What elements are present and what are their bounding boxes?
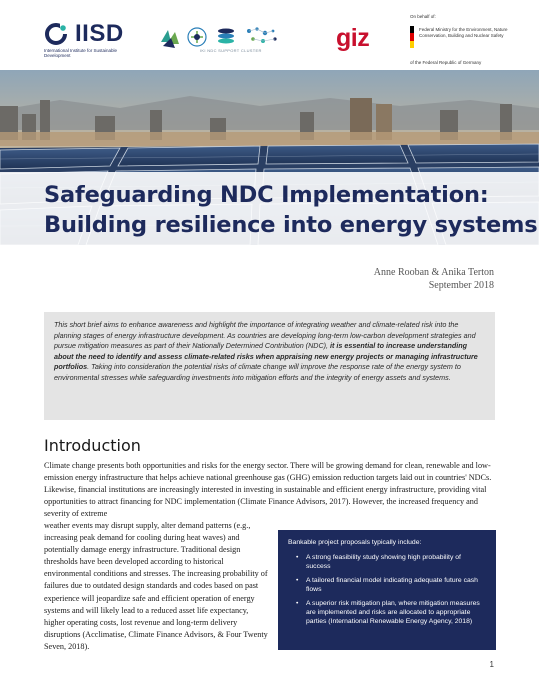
bmu-logo bbox=[410, 14, 530, 65]
bankable-projects-sidebar bbox=[278, 530, 496, 650]
bmu-republic: of the Federal Republic of Germany bbox=[410, 60, 482, 65]
german-flag-icon bbox=[410, 26, 414, 48]
author-names: Anne Rooban & Anika Terton bbox=[373, 267, 494, 278]
bmu-on-behalf: On behalf of: bbox=[410, 14, 436, 19]
iisd-subtitle: International Institute for Sustainable Development bbox=[44, 48, 118, 58]
logo-bar bbox=[0, 0, 539, 70]
sidebar-list-item: • A superior risk mitigation plan, where mitigation measures are implemented and risks are allocated to appropriate parties (International Renewable Energy Agency, 2018) bbox=[288, 599, 486, 626]
title-line-1: Safeguarding NDC Implementation: bbox=[44, 182, 489, 208]
introduction-heading: Introduction bbox=[44, 436, 141, 455]
abstract-text-after: . Taking into consideration the potential risks of climate change will improve the response rate of the energy system to environmental stresses while safeguarding investments into mitigation efforts and the integrity of energy assets and systems. bbox=[54, 362, 461, 382]
page-number: 1 bbox=[489, 660, 494, 669]
giz-logo: giz bbox=[336, 24, 370, 52]
iisd-wordmark: IISD bbox=[75, 20, 124, 47]
ndc-cluster-label: IKI NDC SUPPORT CLUSTER bbox=[200, 48, 262, 53]
document-title bbox=[44, 180, 537, 240]
abstract-box bbox=[44, 312, 495, 420]
title-line-2: Building resilience into energy systems bbox=[44, 212, 538, 238]
sidebar-list-item: • A tailored financial model indicating adequate future cash flows bbox=[288, 576, 486, 594]
introduction-paragraph-continued: weather events may disrupt supply, alter demand patterns (e.g., increasing peak demand for cooling during heat waves) and potentially damage energy infrastructure. Traditional design thresholds have been developed according to historical environmental conditions and stresses. The increasing probability of failures due to outdated design standards and codes based on past experience will jeopardize safe and efficient operation of energy systems and will likely lead to a reduced asset life expectancy, higher operating costs, lost revenue and long-term delivery disruptions (Acclimatise, Climate Finance Advisors, & Four Twenty Seven, 2018). bbox=[44, 521, 268, 651]
bmu-name: Federal Ministry for the Environment, Nature Conservation, Building and Nuclear Safety bbox=[419, 27, 508, 38]
introduction-paragraph: Climate change presents both opportunities and risks for the energy sector. There will be growing demand for clean, renewable and low-emission energy infrastructure that helps achieve national greenhouse gas (GHG) emission reduction targets laid out in countries' NDCs. Likewise, financial institutions are increasingly interested in investing in sustainable and efficient energy infrastructure, providing vital opportunities to attract financing for NDC implementation (Climate Finance Advisors, 2017). However, the increased frequency and severity of extreme bbox=[44, 461, 492, 519]
publication-date: September 2018 bbox=[428, 280, 494, 291]
sidebar-heading: Bankable project proposals typically include: bbox=[288, 539, 422, 546]
iisd-mark-icon bbox=[44, 22, 68, 46]
authors-block bbox=[374, 266, 494, 292]
iisd-logo bbox=[44, 20, 124, 48]
abstract-text-bold: it is essential to increase understanding about the need to identify and assess climate-related risks when appraising new energy projects or managing infrastructure portfolios bbox=[54, 341, 478, 372]
abstract-text-before: This short brief aims to enhance awareness and highlight the importance of integrating weather and climate-related risk into the planning stages of energy infrastructure development. As countries are developing long-term low-carbon development strategies and pursue mitigation measures as part of their Nationally Determined Contribution (NDC), bbox=[54, 320, 476, 351]
sidebar-list-item: • A strong feasibility study showing high probability of success bbox=[288, 553, 486, 571]
sidebar-list bbox=[288, 553, 486, 626]
